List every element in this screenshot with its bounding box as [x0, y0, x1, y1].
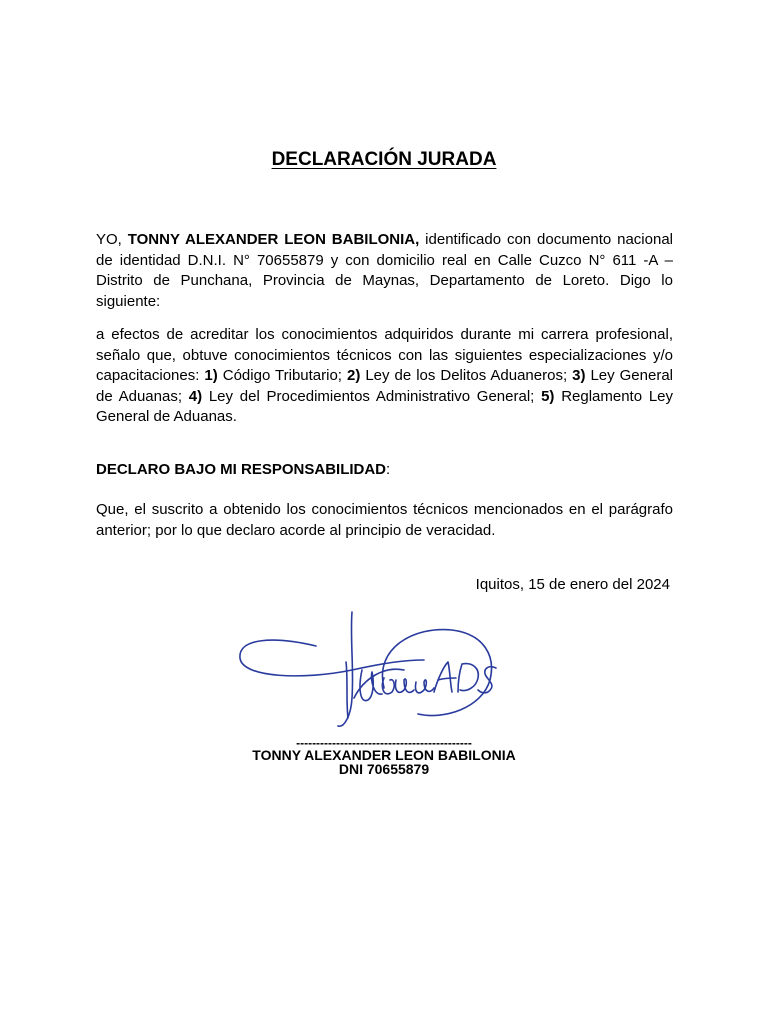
signature-image	[234, 608, 502, 740]
document-title	[0, 149, 768, 171]
signer-dni: DNI 70655879	[338, 761, 430, 777]
item-number-2: 2)	[346, 367, 361, 384]
declaration-heading-text: DECLARO BAJO MI RESPONSABILIDAD	[96, 461, 387, 478]
paragraph-specializations	[96, 325, 673, 428]
signer-name: TONNY ALEXANDER LEON BABILONIA	[252, 747, 516, 763]
document-date: Iquitos, 15 de enero del 2024	[475, 576, 670, 593]
p2-intro: a efectos de acreditar los conocimientos adquiridos durante mi carrera profesional, señalo que, obtuve conocimientos técnicos con las siguientes especializaciones y/o capacitaciones:	[96, 326, 673, 384]
p1-text: identificado con documento nacional de identidad D.N.I. N° 70655879 y con domicilio real en Calle Cuzco N° 611 -A – Distrito de Punchana, Provincia de Maynas, Departamento de Loreto. Digo lo siguiente:	[96, 231, 673, 310]
item-number-3: 3)	[572, 367, 586, 384]
title-text: DECLARACIÓN JURADA	[271, 149, 497, 170]
item-number-4: 4)	[188, 387, 203, 405]
item-text-2: Ley de los Delitos Aduaneros;	[360, 367, 573, 384]
item-text-4: Ley del Procedimientos Administrativo General;	[202, 387, 542, 405]
item-text-1: Código Tributario;	[217, 367, 347, 384]
p1-prefix: YO,	[96, 231, 128, 248]
declarant-name: TONNY ALEXANDER LEON BABILONIA,	[127, 231, 420, 248]
declaration-heading	[96, 460, 673, 481]
signature-line: --------------------------------------------	[296, 736, 472, 750]
item-number-5: 5)	[541, 387, 555, 405]
item-number-1: 1)	[204, 367, 218, 384]
item-text-5: Reglamento Ley General de Aduanas.	[96, 387, 674, 425]
paragraph-declaration: Que, el suscrito a obtenido los conocimientos técnicos mencionados en el parágrafo anterior; por lo que declaro acorde al principio de veracidad.	[96, 501, 673, 539]
declaration-heading-colon: :	[386, 461, 391, 478]
item-text-3: Ley General de Aduanas;	[96, 367, 673, 405]
paragraph-identification	[96, 230, 673, 312]
